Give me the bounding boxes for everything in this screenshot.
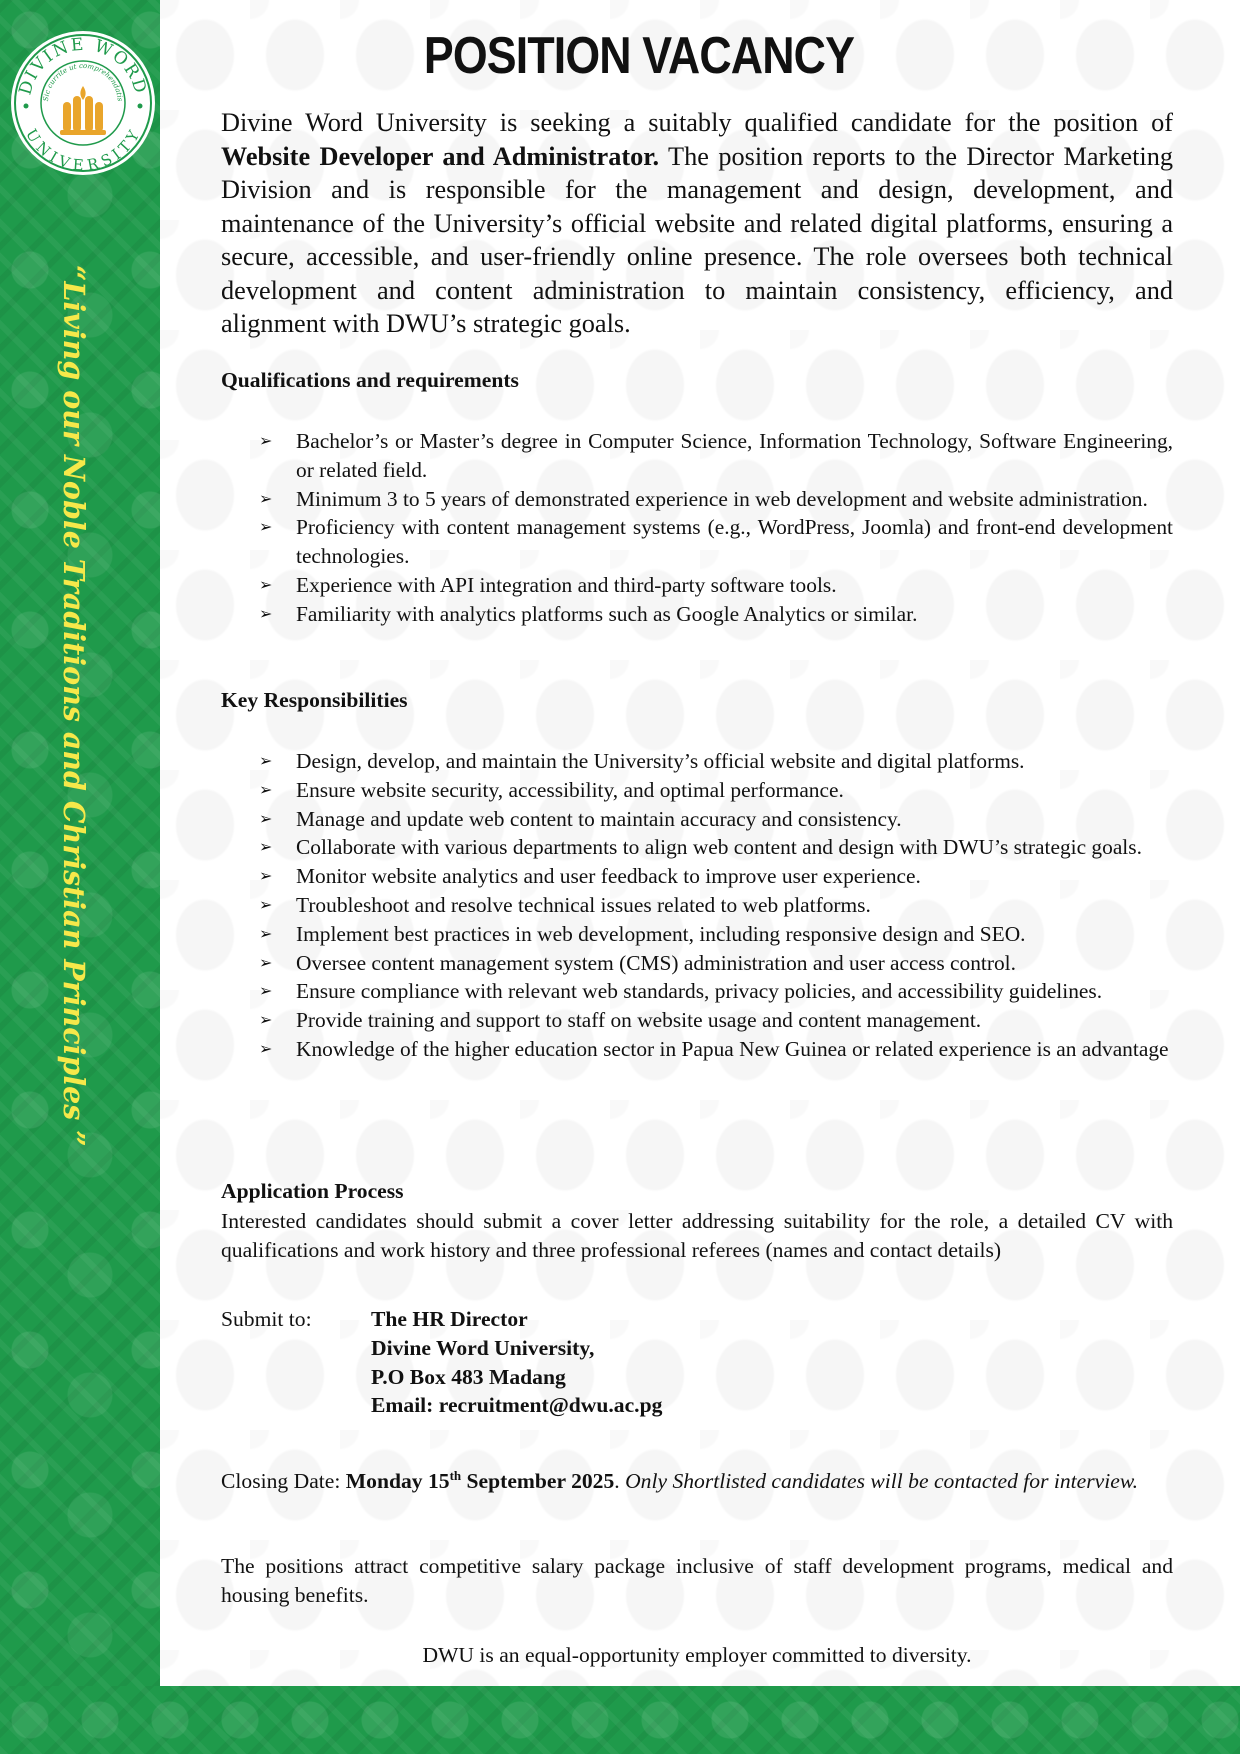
arrow-bullet-icon: ➢ [259,779,273,799]
arrow-bullet-icon: ➢ [259,603,273,623]
list-item-text: Familiarity with analytics platforms such as Google Analytics or similar. [296,601,918,626]
arrow-bullet-icon: ➢ [259,808,273,828]
list-item [221,747,1173,776]
equal-opportunity-statement: DWU is an equal-opportunity employer committed to diversity. [422,1643,972,1667]
list-item-text: Manage and update web content to maintain accuracy and consistency. [296,806,902,831]
list-item-text: Experience with API integration and third-party software tools. [296,572,837,597]
list-item [221,977,1173,1006]
list-item [221,600,1173,629]
arrow-bullet-icon: ➢ [259,488,273,508]
arrow-bullet-icon: ➢ [259,952,273,972]
qualifications-heading: Qualifications and requirements [221,368,519,392]
list-item-text: Design, develop, and maintain the University’s official website and digital platforms. [296,749,1025,773]
arrow-bullet-icon: ➢ [259,837,273,857]
responsibilities-list [221,747,1173,1064]
closing-date-day: Monday 15 [345,1469,450,1493]
list-item-text: Troubleshoot and resolve technical issues related to web platforms. [296,892,871,917]
arrow-bullet-icon: ➢ [259,981,273,1001]
list-item-text: Knowledge of the higher education sector in Papua New Guinea or related experience is an advantage [296,1036,1169,1061]
qualifications-list [221,427,1173,629]
list-item [221,427,1173,485]
logo-latin-motto: Sic currite ut comprehendatis [41,61,124,102]
list-item-text: Provide training and support to staff on website usage and content management. [296,1008,982,1033]
list-item [221,833,1173,862]
application-text: Interested candidates should submit a cover letter addressing suitability for the role, a detailed CV with qualifications and work history and three professional referees (names and contact details) [221,1209,1173,1262]
salary-paragraph: The positions attract competitive salary package inclusive of staff development programs, medical and housing benefits. [221,1554,1173,1607]
submit-to-label: Submit to: [221,1307,312,1331]
submission-address [371,1305,662,1420]
responsibilities-heading: Key Responsibilities [221,688,408,712]
intro-paragraph [221,106,1173,341]
intro-text-start: Divine Word University is seeking a suitably qualified candidate for the position of [221,108,1173,137]
arrow-bullet-icon: ➢ [259,1038,273,1058]
list-item [221,862,1173,891]
list-item [221,1035,1173,1064]
university-seal-icon [10,30,156,176]
university-logo [10,30,156,176]
closing-date-month-year: September 2025 [461,1469,615,1493]
logo-ring-bottom-text: UNIVERSITY [22,125,144,175]
list-item-text: Implement best practices in web development, including responsive design and SEO. [296,921,1026,946]
address-line: P.O Box 483 Madang [371,1364,566,1389]
list-item [221,949,1173,978]
list-item [221,805,1173,834]
list-item-text: Collaborate with various departments to align web content and design with DWU’s strategic goals. [296,835,1142,860]
list-item-text: Ensure compliance with relevant web standards, privacy policies, and accessibility guidelines. [296,979,1103,1004]
closing-date-ordinal: th [449,1467,462,1483]
closing-period: . [614,1469,620,1493]
address-line: Divine Word University, [371,1335,595,1360]
arrow-bullet-icon: ➢ [259,574,273,594]
arrow-bullet-icon: ➢ [259,431,273,450]
list-item [221,513,1173,571]
list-item [221,485,1173,514]
arrow-bullet-icon: ➢ [259,866,273,886]
list-item [221,920,1173,949]
list-item [221,891,1173,920]
list-item-text: Proficiency with content management systems (e.g., WordPress, Joomla) and front-end development technologies. [296,515,1173,569]
page-title: POSITION VACANCY [423,27,855,85]
email-address[interactable]: Email: recruitment@dwu.ac.pg [371,1393,663,1418]
arrow-bullet-icon: ➢ [259,923,273,943]
list-item-text: Monitor website analytics and user feedback to improve user experience. [296,864,921,889]
arrow-bullet-icon: ➢ [259,517,273,537]
list-item-text: Minimum 3 to 5 years of demonstrated experience in web development and website administration. [296,486,1148,511]
arrow-bullet-icon: ➢ [259,894,273,914]
logo-ring-top-text: DIVINE WORD [15,34,151,98]
arrow-bullet-icon: ➢ [259,751,273,770]
arrow-bullet-icon: ➢ [259,1010,273,1030]
shortlist-note: Only Shortlisted candidates will be contacted for interview. [619,1469,1139,1493]
intro-text-end: The position reports to the Director Marketing Division and is responsible for the management and design, development, and maintenance of the University’s official website and related digital platforms, ensuring a secure, accessible, and user-friendly online presence. The role oversees both technical development and content administration to maintain consistency, efficiency, and alignment with DWU’s strategic goals. [221,141,1173,338]
green-bottom-band [0,1686,1240,1754]
closing-date [346,1469,615,1493]
list-item-text: Ensure website security, accessibility, and optimal performance. [296,777,844,802]
address-line: The HR Director [371,1307,528,1331]
list-item-text: Bachelor’s or Master’s degree in Computer Science, Information Technology, Software Engineering, or related field. [296,429,1173,482]
closing-date-paragraph [221,1467,1173,1496]
application-heading: Application Process [221,1179,404,1203]
list-item [221,1006,1173,1035]
list-item [221,776,1173,805]
list-item [221,571,1173,600]
position-name: Website Developer and Administrator. [221,141,660,171]
side-motto-container [44,265,104,1165]
list-item-text: Oversee content management system (CMS) administration and user access control. [296,950,1016,975]
closing-date-label: Closing Date: [221,1469,346,1493]
side-motto: “Living our Noble Traditions and Christian Principles ” [57,265,91,1147]
